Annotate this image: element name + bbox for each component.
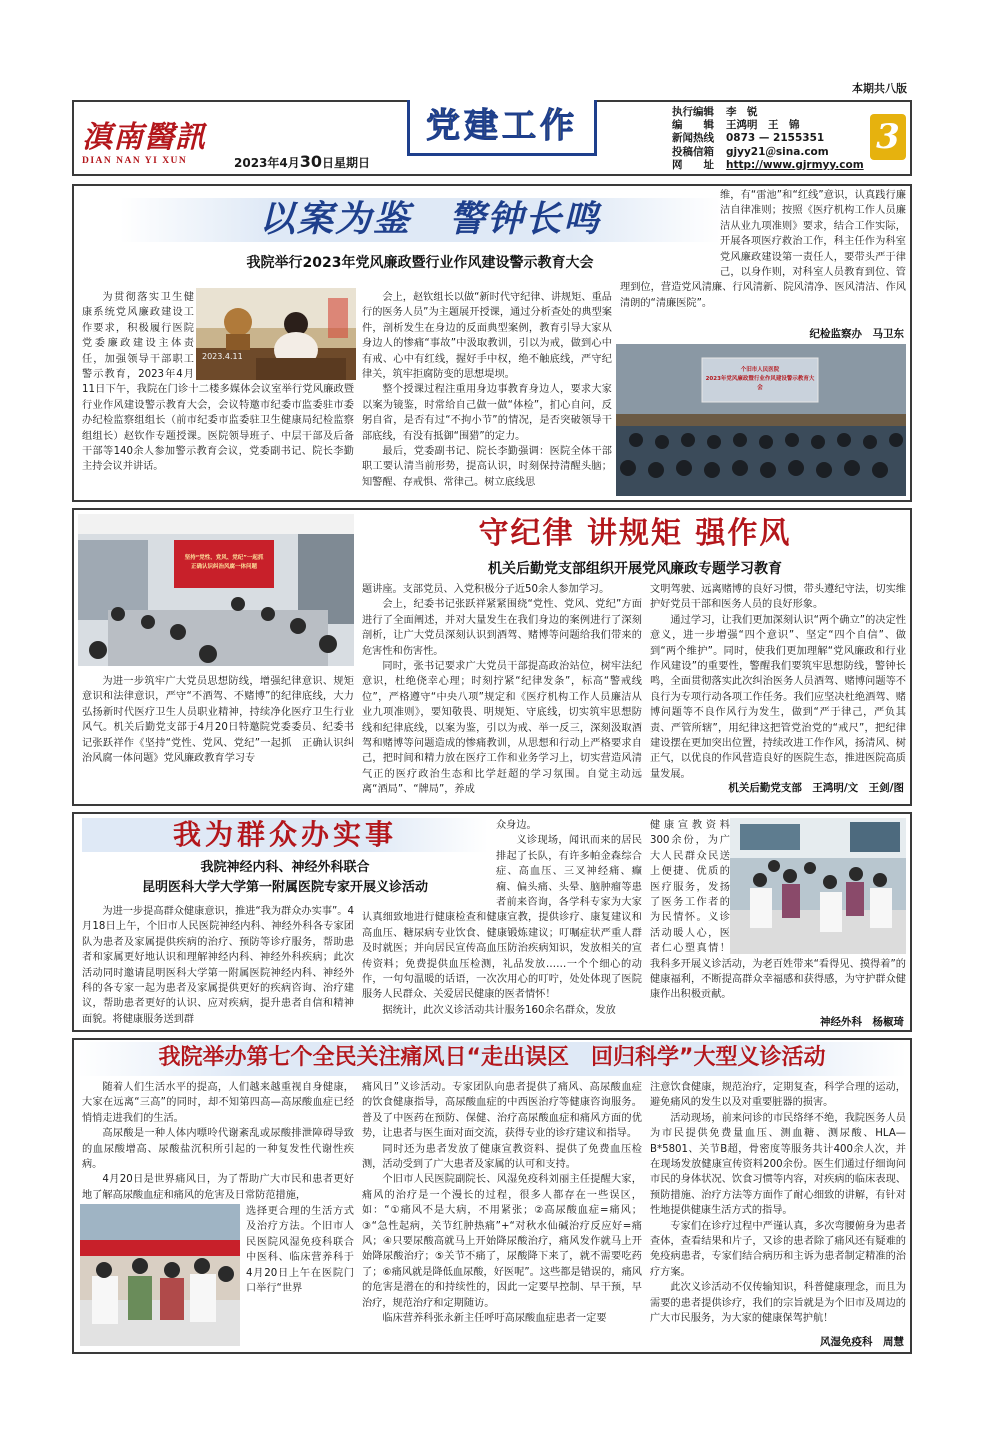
article3-byline: 神经外科 杨椒琦 — [820, 1016, 904, 1028]
article3-col2 — [362, 818, 642, 1028]
paragraph: 选择更合理的生活方式及治疗方法。个旧市人民医院风湿免疫科联合中医科、临床营养科于4月20日上午在医院门口举行“世界 — [246, 1206, 354, 1295]
editor-row: 新闻热线 0873 — 2155351 — [672, 132, 825, 145]
article4-byline: 风湿免疫科 周慧 — [820, 1336, 904, 1348]
paragraph: 通过学习，让我们更加深刻认识“两个确立”的决定性意义，进一步增强“四个意识”、坚定“四个自信”、做到“两个维护”。同时，使我们更加理解“党风廉政和行业作风建设”的重要性，警醒我们要筑牢思想防线，警钟长鸣，全面贯彻落实此次纠治医务人员酒驾、赌博问题等不良行为专项行动各项工作任务。我们应坚决杜绝酒驾、赌博问题等不良作风行为发生，做到“严于律己，严负其责、严管所辖”，用纪律这把管党治党的“戒尺”，把纪律建设摆在更加突出位置，持续改进工作作风，扬清风、树正气，以优良的作风营造良好的医院生态，推进医院高质量发展。 — [650, 614, 906, 780]
article3-photo-clinic — [730, 818, 906, 954]
paragraph: 题讲座。支部党员、入党积极分子近50余人参加学习。 — [362, 584, 610, 595]
paragraph: 高尿酸是一种人体内嘌呤代谢紊乱或尿酸排泄障碍导致的血尿酸增高、尿酸盐沉积所引起的一种复发性代谢性疾病。 — [82, 1128, 354, 1171]
article2-title: 守纪律 讲规矩 强作风 — [478, 516, 792, 551]
article3-title: 我为群众办实事 — [172, 818, 397, 851]
article4-col2 — [362, 1080, 642, 1350]
article1-col1 — [82, 290, 354, 496]
paragraph: 维，有“雷池”和“红线”意识，认真践行廉洁自律准则；按照《医疗机构工作人员廉洁从业九项准则》要求，结合工作实际，开展各项医疗救治工作，科主任作为科室党风廉政建设第一责任人，要带头严于律己，以身作则，对科室人员教育到位、管理到位，营造党风清廉、行风清新、院风清净、医风清洁、作风清朗的“清廉医院”。 — [620, 190, 906, 309]
masthead — [72, 100, 912, 176]
editor-row: 编 辑 王鸿明 王 锦 — [672, 119, 800, 132]
paragraph: 注意饮食健康，规范治疗，定期复查，科学合理的运动，避免痛风的发生以及对重要脏器的损害。 — [650, 1082, 906, 1109]
paragraph: 专家们在诊疗过程中严谨认真，多次弯腰俯身为患者查体，查看结果和片子，又诊的患者除了痛风还有疑难的免疫病患者，专家们结合病历和主诉为患者制定精准的治疗方案。 — [650, 1220, 906, 1278]
total-pages-note: 本期共八版 — [852, 82, 907, 95]
title-float-spacer — [362, 818, 496, 910]
article2-col1 — [82, 674, 354, 800]
date-prefix: 2023年4月 — [234, 156, 300, 170]
editor-row: 投稿信箱 gjyy21＠sina.com — [672, 145, 829, 158]
banner-line2: 正确认识纠治风腐一体问题 — [190, 564, 257, 570]
article3-col1 — [82, 904, 354, 1028]
section-title: 党建工作 — [426, 106, 578, 146]
article2-byline: 机关后勤党支部 王鸿明/文 王剑/图 — [728, 782, 904, 794]
paragraph: 众身边。 — [496, 820, 537, 831]
paragraph: 随着人们生活水平的提高，人们越来越重视自身健康，大家在远离“三高”的同时，却不知第四高—高尿酸血症已经悄悄走进我们的生活。 — [82, 1082, 354, 1124]
paragraph: 最后，党委副书记、院长李勤强调：医院全体干部职工要认清当前形势，提高认识，时刻保持清醒头脑；知警醒、存戒惧、常律己。树立底线思 — [362, 446, 612, 488]
website-link[interactable]: http://www.gjrmyy.com — [726, 158, 864, 171]
paragraph: 据统计，此次义诊活动共计服务160余名群众，发放 — [382, 1004, 616, 1016]
photo-date-stamp: 2023.4.11 — [202, 352, 243, 361]
article1-subtitle: 我院举行2023年党风廉政暨行业作风建设警示教育大会 — [246, 255, 594, 271]
article2-col2 — [362, 582, 642, 800]
title-float-spacer — [620, 188, 720, 272]
article4-title: 我院举办第七个全民关注痛风日“走出误区 回归科学”大型义诊活动 — [158, 1045, 826, 1070]
paragraph: 整个授课过程注重用身边事教育身边人，要求大家以案为镜鉴，时常给自己做一做“体检”，扪心自问，反躬自省，是否有过“不拘小节”的情况，是否突破领导干部底线，有没有抵御“围猎”的定力。 — [362, 384, 612, 442]
logo-chinese: 滇南醫訊 — [82, 120, 206, 155]
date-suffix: 日星期日 — [322, 156, 371, 170]
issue-date — [234, 152, 370, 171]
editor-row: 执行编辑 李 锐 — [672, 106, 758, 118]
article4-col1-bottom — [246, 1204, 354, 1350]
article1-col2 — [362, 290, 612, 496]
article2-photo-lecture — [78, 514, 354, 666]
article3-subtitle2: 昆明医科大学大学第一附属医院专家开展义诊活动 — [141, 880, 428, 895]
screen-line1: 个旧市人民医院 — [740, 367, 780, 373]
paragraph: 4月20日是世界痛风日，为了帮助广大市民和患者更好地了解高尿酸血症和痛风的危害及日常防范措施， — [82, 1174, 354, 1201]
editor-row: 网 址 http://www.gjrmyy.com — [672, 159, 882, 172]
photo-lecture-illustration — [78, 514, 354, 666]
article4-col1-top — [82, 1080, 354, 1202]
article1-col3-wide — [620, 274, 906, 322]
newspaper-logo — [82, 122, 232, 166]
paragraph: 个旧市人民医院副院长、风湿免疫科刘丽主任提醒大家，痛风的治疗是一个漫长的过程，很多人都存在一些误区，如：“①痛风不是大病，不用紧张；②高尿酸血症=痛风；③“急性起病，关节红肿热痛”+“对秋水仙碱治疗反应好=痛风；④只要尿酸高就马上开始降尿酸治疗，痛风发作就马上开始降尿酸治疗；⑤关节不痛了，尿酸降下来了，就不需要吃药了；⑥痛风就是降低血尿酸，好医呢”。这些都是错误的，痛风的危害是潜在的和持续性的，因此一定要早控制、早干预，早治疗，规范治疗和定期随访。 — [362, 1174, 642, 1309]
section-title-box — [407, 100, 597, 156]
lecture-screen-text — [176, 554, 272, 572]
photo-clinic-illustration — [730, 818, 906, 954]
paragraph: 同时还为患者发放了健康宣教资料、提供了免费血压检测，活动受到了广大患者及家属的认可和支持。 — [362, 1143, 642, 1171]
paragraph: 为进一步提高群众健康意识，推进“我为群众办实事”。4月18日上午，个旧市人民医院神经内科、神经外科各专家团队为患者及家属提供疾病的治疗、预防等诊疗服务，帮助患者和家属更好地认识和理解神经内科、神经外科疾病；此次活动同时邀请昆明医科大学第一附属医院神经内科、神经外科的各专家一起为患者及家属提供更好的疾病咨询、治疗建议，帮助患者更好的认识、应对疾病，提升患者自信和精神面貌。将健康服务送到群 — [82, 906, 354, 1025]
paragraph: 会上，赵钦组长以做“新时代守纪律、讲规矩、重品行的医务人员”为主题展开授课，通过分析查处的典型案件，剖析发生在身边的反面典型案例，教育引导大家从身边人的惨痛“事故”中汲取教训，引以为戒，做到心中有戒、心中有红线，握好手中权，绝不触底线，严守纪律关，筑牢拒腐防变的思想堤坝。 — [362, 292, 612, 381]
paragraph: 为贯彻落实卫生健康系统党风廉政建设工作要求，积极履行医院党委廉政建设主体责任，加强领导干部职工警示教育，2023年4月11日下午，我院在门诊十二楼多媒体会议室举行党风廉政暨行业作风建设警示教育大会，会议特邀市纪委市监委驻市委办纪检监察组组长（前市纪委市监委驻卫生健康局纪检监察组组长）赵钦作专题授课。医院领导班子、中层干部及后备干部等140余人参加警示教育会议，党委副书记、院长李勤主持会议并讲话。 — [82, 292, 354, 473]
page-number-badge — [870, 114, 906, 160]
photo-consult-illustration — [80, 1204, 240, 1346]
paragraph: 此次义诊活动不仅传输知识，科普健康理念，而且为需要的患者提供诊疗，我们的宗旨就是为个旧市及周边的广大市民服务，为大家的健康保驾护航！ — [650, 1282, 906, 1325]
paragraph: 为进一步筑牢广大党员思想防线，增强纪律意识、规矩意识和法律意识，严守“不酒驾、不赌博”的纪律底线，大力弘扬新时代医疗卫生人员职业精神，持续净化医疗卫生行业风气。机关后勤党支部于4月20日特邀院党委委员、纪委书记张跃祥作《坚持“党性、党风、党纪”一起抓 正确认识纠治风腐一体问题》党风廉政教育学习专 — [82, 676, 354, 765]
logo-pinyin: DIAN NAN YI XUN — [82, 156, 188, 166]
article2-subtitle: 机关后勤党支部组织开展党风廉政专题学习教育 — [488, 561, 782, 577]
paragraph: 会上，纪委书记张跃祥紧紧围绕“党性、党风、党纪”方面进行了全面阐述，并对大量发生在我们身边的案例进行了深刻剖析，让广大党员深刻认识到酒驾、赌博等问题给我们带来的危害性和伤害性。 — [362, 599, 642, 657]
paragraph: 活动现场，前来问诊的市民络绎不绝，我院医务人员为市民提供免费量血压、测血糖、测尿酸、HLA—B*5801、关节B超，骨密度等服务共计400余人次，并在现场发放健康宣传资料200余份。医生们通过仔细询问市民的身体状况、饮食习惯等内容，对疾病的临床表现、预防措施、治疗方法等方面作了耐心细致的讲解，有针对性地提供健康生活方式的指导。 — [650, 1112, 906, 1217]
paragraph: 痛风日”义诊活动。专家团队向患者提供了痛风、高尿酸血症的饮食健康指导，高尿酸血症的中西医治疗等健康咨询服务。普及了中医药在预防、保健、治疗高尿酸血症和痛风方面的优势，让患者与医生面对面交流，获得专业的诊疗建议和指导。 — [362, 1082, 642, 1140]
article4-photo-consult — [80, 1204, 240, 1346]
article1-title: 以案为鉴 警钟长鸣 — [258, 199, 601, 240]
photo-float-spacer — [194, 290, 354, 382]
article4-col3 — [650, 1080, 906, 1330]
editor-info — [672, 106, 882, 172]
article1-photo-meeting — [616, 344, 906, 496]
paragraph: 义诊现场，闻讯而来的居民排起了长队，有许多帕金森综合症、高血压、三叉神经痛、癫痫、偏头痛、头晕、脑肿瘤等患者前来咨询，各学科专家为大家认真细致地进行健康检查和健康宣教，提供诊疗、康复建议和高血压、糖尿病专业饮食、健康锻炼建议；叮嘱症状严重人群及时就医；并向居民宣传高血压防治疾病知识，发放相关的宣传资料；免费提供血压检测，礼品发放……一个个细心的动作，一句句温暖的话语，一次次用心的叮咛，处处体现了医院服务人民群众、关爱居民健康的医者情怀！ — [362, 835, 642, 1001]
banner-line1: 坚持“党性、党风、党纪”一起抓 — [184, 555, 264, 561]
meeting-screen-text — [704, 366, 816, 393]
paragraph: 健康宣教资料300余份，为广大人民群众民送上便捷、优质的医疗服务，发扬了医务工作者的为民情怀。义诊活动暖人心，医者仁心塑真情！我科多开展义诊活动，为老百姓带来“看得见、摸得着”的健康福利，不断提高群众幸福感和获得感，为守护群众健康作出积极贡献。 — [650, 820, 906, 1001]
article2-col3 — [650, 582, 906, 780]
paragraph: 文明驾驶、远离赌博的良好习惯，带头遵纪守法，切实维护好党员干部和医务人员的良好形象。 — [650, 584, 906, 611]
paragraph: 临床营养科张永新主任呼吁高尿酸血症患者一定要 — [382, 1313, 607, 1325]
paragraph: 同时，张书记要求广大党员干部提高政治站位，树牢法纪意识，杜绝侥幸心理；时刻拧紧“纪律发条”，标高“警戒线位”，严格遵守“中央八项”规定和《医疗机构工作人员廉洁从业九项准则》，要知敬畏、明规矩、守底线，切实筑牢思想防线和纪律底线，以案为鉴，引以为戒、举一反三，深刻汲取酒驾和赌博等问题造成的惨痛教训，从思想和行动上严格要求自己，把时间和精力放在医疗工作和业务学习上，切实营造风清气正的医疗政治生态和比学赶超的学习氛围。自觉主动远离“酒局”、“牌局”，养成 — [362, 661, 642, 796]
page-number: 3 — [876, 117, 900, 157]
screen-line2: 2023年党风廉政暨行业作风建设警示教育大会 — [705, 376, 815, 391]
article1-byline: 纪检监察办 马卫东 — [809, 328, 904, 340]
article3-subtitle1: 我院神经内科、神经外科联合 — [200, 860, 370, 875]
date-day: 30 — [299, 152, 323, 171]
